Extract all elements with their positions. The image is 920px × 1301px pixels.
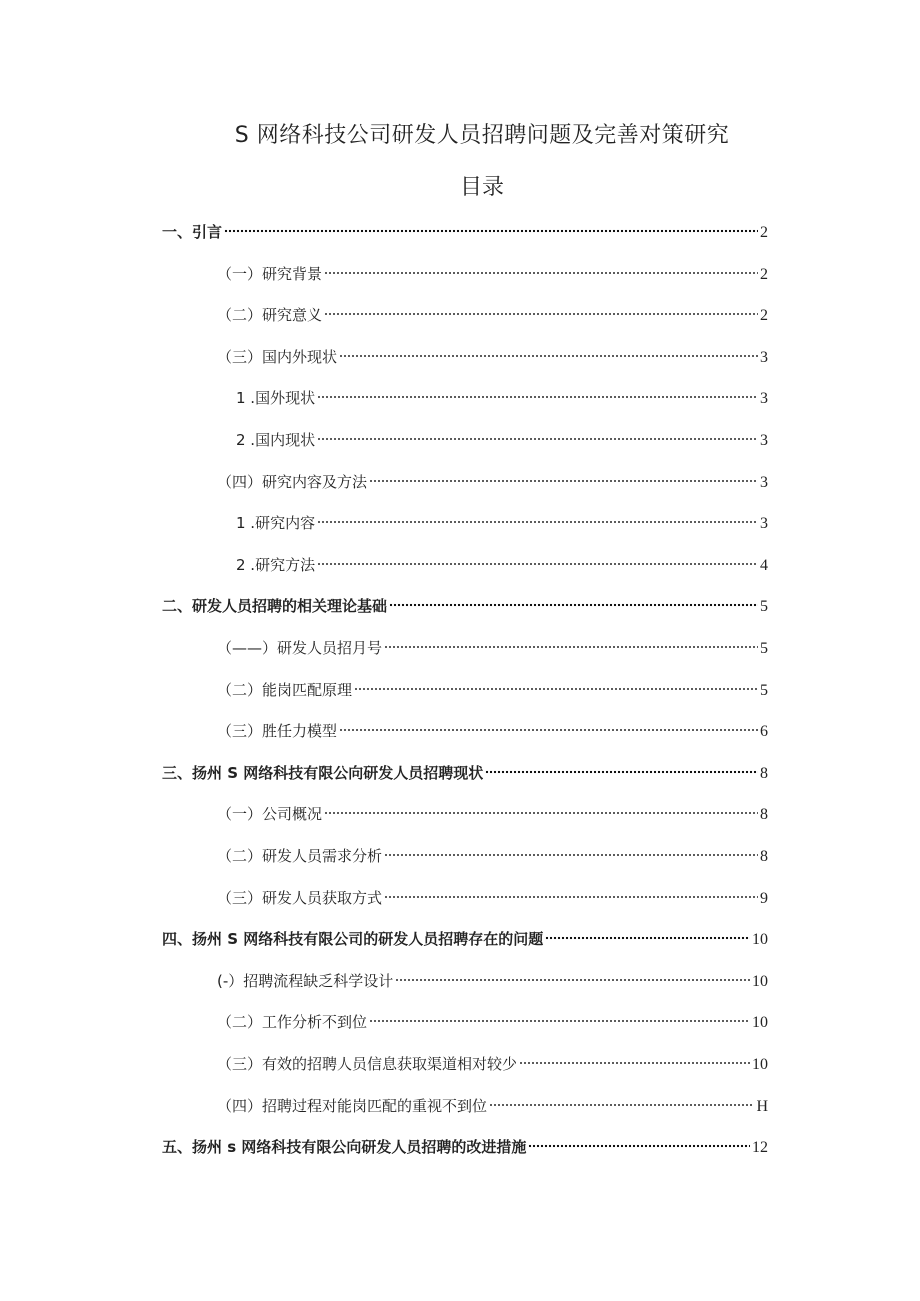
toc-entry-label: 五、扬州 s 网络科技有限公向研发人员招聘的改进措施 [162,1138,527,1156]
toc-entry-page-number: 10 [752,1014,768,1031]
toc-entry[interactable] [162,927,768,951]
toc-entry-label: （三）有效的招聘人员信息获取渠道相对较少 [217,1055,518,1073]
toc-entry[interactable] [162,761,768,785]
toc-entry[interactable] [162,220,768,244]
dot-leader [369,479,758,483]
dot-leader [317,395,758,399]
toc-entry-page-number: 8 [760,806,768,823]
toc-entry-label: （四）研究内容及方法 [217,473,368,491]
dot-leader [339,728,758,732]
toc-entry-label: （二）研究意义 [217,306,323,324]
dot-leader [384,853,758,857]
toc-entry-page-number: 3 [760,515,768,532]
toc-entry[interactable] [217,636,768,660]
toc-entry[interactable] [217,303,768,327]
toc-entry-label: （一）研究背景 [217,265,323,283]
toc-entry[interactable] [162,1135,768,1159]
toc-entry[interactable] [236,386,768,410]
toc-entry[interactable] [236,428,768,452]
dot-leader [324,811,758,815]
dot-leader [317,562,758,566]
toc-entry-label: 2 .国内现状 [236,431,316,449]
toc-entry-label: （二）工作分析不到位 [217,1013,368,1031]
dot-leader [317,437,758,441]
toc-entry-label: 1 .国外现状 [236,389,316,407]
toc-entry[interactable] [217,969,768,993]
dot-leader [519,1061,750,1065]
toc-entry-label: 二、研发人员招聘的相关理论基础 [162,597,388,615]
toc-entry-label: 一、引言 [162,223,223,241]
document-title: S 网络科技公司研发人员招聘问题及完善对策研究 [234,123,730,148]
toc-entry-page-number: 3 [760,432,768,449]
toc-entry[interactable] [236,511,768,535]
toc-entry-page-number: 10 [752,1056,768,1073]
toc-entry[interactable] [217,262,768,286]
toc-entry[interactable] [217,470,768,494]
toc-entry[interactable] [217,678,768,702]
dot-leader [545,936,750,940]
dot-leader [384,895,758,899]
toc-entry-page-number: 9 [760,890,768,907]
toc-entry-label: （三）国内外现状 [217,348,338,366]
toc-entry-label: （二）研发人员需求分析 [217,847,383,865]
toc-entry[interactable] [162,594,768,618]
toc-entry-page-number: 2 [760,307,768,324]
toc-entry-page-number: H [756,1098,768,1115]
toc-entry[interactable] [217,886,768,910]
toc-entry[interactable] [217,345,768,369]
toc-entry-label: 2 .研究方法 [236,556,316,574]
toc-entry-label: （三）胜任力模型 [217,722,338,740]
dot-leader [317,520,758,524]
toc-entry[interactable] [236,553,768,577]
toc-entry-page-number: 3 [760,390,768,407]
toc-entry-label: （四）招聘过程对能岗匹配的重视不到位 [217,1097,488,1115]
toc-entry[interactable] [217,1094,768,1118]
toc-entry-label: （三）研发人员获取方式 [217,889,383,907]
toc-entry[interactable] [217,1010,768,1034]
toc-entry-page-number: 4 [760,557,768,574]
dot-leader [395,978,750,982]
toc-entry-page-number: 3 [760,474,768,491]
dot-leader [339,354,758,358]
toc-entry-page-number: 2 [760,266,768,283]
dot-leader [324,271,758,275]
dot-leader [384,645,758,649]
dot-leader [369,1019,750,1023]
dot-leader [389,603,758,607]
toc-heading: 目录 [459,175,504,200]
toc-entry-page-number: 10 [752,973,768,990]
toc-entry[interactable] [217,1052,768,1076]
toc-entry-page-number: 8 [760,765,768,782]
toc-entry-page-number: 2 [760,224,768,241]
toc-entry-label: 1 .研究内容 [236,514,316,532]
toc-entry-label: 三、扬州 S 网络科技有限公向研发人员招聘现状 [162,764,484,782]
dot-leader [485,770,758,774]
dot-leader [489,1103,754,1107]
toc-entry-page-number: 5 [760,682,768,699]
toc-entry-page-number: 6 [760,723,768,740]
toc-entry-label: （二）能岗匹配原理 [217,681,353,699]
toc-entry-page-number: 5 [760,598,768,615]
dot-leader [324,312,758,316]
toc-entry-page-number: 5 [760,640,768,657]
dot-leader [528,1144,750,1148]
toc-entry-label: （——）研发人员招月号 [217,639,383,657]
toc-entry-page-number: 12 [752,1139,768,1156]
dot-leader [224,229,758,233]
toc-entry[interactable] [217,719,768,743]
toc-entry-page-number: 8 [760,848,768,865]
toc-entry[interactable] [217,844,768,868]
toc-entry-label: (-）招聘流程缺乏科学设计 [217,972,394,990]
toc-entry-label: （一）公司概况 [217,805,323,823]
toc-entry-label: 四、扬州 S 网络科技有限公司的研发人员招聘存在的问题 [162,930,544,948]
toc-entry-page-number: 3 [760,349,768,366]
toc-entry[interactable] [217,802,768,826]
toc-entry-page-number: 10 [752,931,768,948]
dot-leader [354,687,758,691]
